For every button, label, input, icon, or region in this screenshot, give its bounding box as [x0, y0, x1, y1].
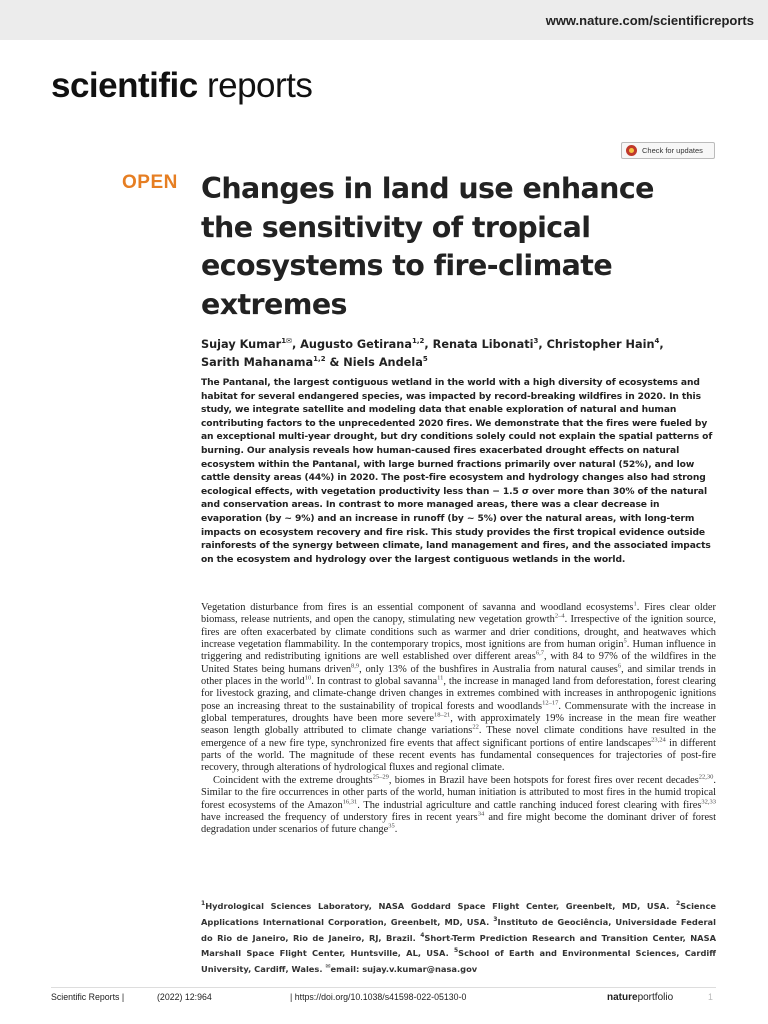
- body-citation[interactable]: 6,7: [535, 649, 544, 657]
- author-affiliation-mark: 4: [654, 337, 660, 345]
- body-text: . In contrast to global savanna: [311, 676, 438, 688]
- body-text: . Irrespective of the ignition source, fires are often exacerbated by climate conditions such as warmer and drier conditions, drought, and heatwaves which increase vegetation flammability. In the contemporary tropics, most ignitions are from human origin: [201, 614, 716, 651]
- check-for-updates-button[interactable]: [621, 142, 715, 159]
- author-affiliation-mark: 1✉: [281, 337, 292, 345]
- body-text: Coincident with the extreme droughts: [213, 774, 373, 786]
- affiliation-citation[interactable]: 1: [201, 900, 206, 907]
- affiliations: [201, 897, 716, 976]
- body-text: , only 13% of the bushfires in Australia from natural causes: [359, 663, 618, 675]
- body-citation[interactable]: 10: [304, 674, 312, 682]
- author-name[interactable]: Renata Libonati: [432, 337, 534, 351]
- body-text: . Similar to the fire occurrences in other parts of the world, human initiation is attributed to most fires in the humid tropical forest ecosystems of the Amazon: [201, 774, 716, 811]
- article-body: [201, 602, 716, 837]
- body-text: have increased the frequency of understory fires in recent years: [201, 811, 478, 823]
- affiliation-citation[interactable]: ✉: [325, 963, 331, 971]
- author-list: Sujay Kumar$^{1✉}$, Augusto Getirana$^{1,2}$, Renata Libonati$^3$, Christopher Hain$^4$, Sarith Mahanama$^{1,2}$ & Niels Andela$^5$: [201, 337, 664, 369]
- portfolio-light: portfolio: [637, 992, 674, 1003]
- affiliation-citation[interactable]: 3: [493, 915, 498, 923]
- check-updates-label: Check for updates: [642, 146, 703, 155]
- body-text: Vegetation disturbance from fires is an essential component of savanna and woodland ecosystems: [201, 602, 634, 613]
- author-name[interactable]: Augusto Getirana: [300, 337, 412, 351]
- affiliation-citation[interactable]: 5: [453, 947, 459, 955]
- body-text: , with 84 to 97% of the wildfires in the United States being humans driven: [201, 651, 716, 675]
- body-citation[interactable]: 34: [477, 810, 485, 818]
- body-citation[interactable]: 12–17: [542, 699, 559, 707]
- body-text: in different parts of the world. The magnitude of these recent events has fundamental consequences for trajectories of post-fire recovery, through alterations of hydrological fluxes and regional climate.: [201, 737, 717, 774]
- brand-light: reports: [197, 66, 313, 105]
- body-citation[interactable]: 32,33: [701, 798, 716, 806]
- crossmark-icon: [626, 145, 637, 156]
- affiliation-citation[interactable]: 4: [420, 931, 425, 939]
- author-affiliation-mark: 5: [422, 354, 428, 363]
- body-citation[interactable]: 35: [388, 822, 395, 830]
- footer-doi-link[interactable]: | https://doi.org/10.1038/s41598-022-05130-0: [290, 992, 467, 1002]
- body-text: . Fires clear older biomass, release nutrients, and open the canopy, stimulating new vegetation growth: [201, 602, 716, 626]
- portfolio-bold: nature: [607, 992, 638, 1003]
- body-text: , with approximately 19% increase in the mean fire weather season length globally attributed to climate change variations: [201, 713, 717, 737]
- affiliation-text: School of Earth and Environmental Sciences, Cardiff University, Cardiff, Wales.: [201, 948, 716, 974]
- affiliation-text: email: sujay.v.kumar@nasa.gov: [330, 963, 478, 974]
- body-citation[interactable]: 5: [623, 637, 627, 645]
- footer-divider: [51, 987, 716, 988]
- body-text: . Commensurate with the increase in global temperatures, droughts have been more severe: [201, 700, 717, 725]
- author-name[interactable]: Sarith Mahanama: [201, 355, 314, 369]
- body-text: . The industrial agriculture and cattle ranching induced forest clearing with fires: [357, 799, 702, 811]
- open-access-label: OPEN: [122, 172, 178, 193]
- body-citation[interactable]: 18–21: [434, 711, 451, 719]
- affiliation-text: Science Applications International Corporation, Greenbelt, MD, USA.: [201, 900, 716, 927]
- affiliation-text: Short-Term Prediction Research and Transition Center, NASA Marshall Space Flight Center, Huntsville, AL, USA.: [201, 932, 716, 959]
- author-affiliation-mark: 1,2: [411, 337, 425, 345]
- author-name[interactable]: Niels Andela: [343, 355, 423, 369]
- journal-brand[interactable]: [51, 66, 312, 106]
- author-affiliation-mark: 1,2: [313, 354, 326, 363]
- affiliation-text: Instituto de Geociência, Universidade Federal do Rio de Janeiro, Rio de Janeiro, RJ, Brazil.: [201, 916, 716, 943]
- body-citation[interactable]: 6: [617, 662, 622, 670]
- body-citation[interactable]: 1: [633, 600, 637, 608]
- body-citation[interactable]: 11: [437, 674, 444, 682]
- body-citation[interactable]: 8,9: [351, 662, 360, 670]
- nature-portfolio-logo: [607, 992, 673, 1003]
- page-number: 1: [708, 992, 713, 1002]
- affiliation-citation[interactable]: 2: [675, 900, 681, 907]
- body-paragraph: [201, 775, 716, 837]
- body-text: , the increase in managed land from deforestation, forest clearing for livestock grazing, and climate-change driven changes in extremes combined with increases in anthropogenic ignitions pose an increasing threat to the sustainability of tropical forests and woodlands: [201, 676, 716, 712]
- body-citation[interactable]: 16,31: [342, 798, 358, 806]
- body-citation[interactable]: 22,30: [698, 773, 714, 781]
- body-paragraph: [201, 602, 716, 775]
- body-text: . Human influence in triggering and redistributing ignitions are well established over different areas: [201, 639, 716, 663]
- body-text: and fire might become the dominant driver of forest degradation under scenarios of future change: [201, 811, 716, 836]
- author-affiliation-mark: 3: [533, 337, 539, 345]
- abstract: The Pantanal, the largest contiguous wetland in the world with a high diversity of ecosystems and habitat for several endangered species, was impacted by record-breaking wildfires in 2020. In this study, we integrate satellite and modeling data that enable exploration of natural and human contributing factors to the unprecedented 2020 fires. We demonstrate that the fires were fueled by an exceptional multi-year drought, but dry conditions solely could not explain the spatial patterns of burning. Our analysis reveals how human-caused fires exacerbated drought effects on natural ecosystem within the Pantanal, with large burned fractions primarily over natural (52%), and low cattle density areas (44%) in 2020. The post-fire ecosystem and hydrology changes also had strong ecological effects, with vegetation productivity less than − 1.5 σ over more than 30% of the natural and conservation areas. In contrast to more managed areas, there was a clear decrease in evaporation (by ~ 9%) and an increase in runoff (by ~ 5%) over the natural areas, with long-term impacts on ecosystem recovery and fire risk. This study provides the first tropical evidence outside rainforests of the synergy between climate, land management and fires, and the associated impacts on the ecosystem and hydrology over the largest contiguous wetlands in the world.: [201, 378, 713, 565]
- body-citation[interactable]: 2–4: [554, 612, 565, 620]
- footer-journal: Scientific Reports |: [51, 992, 125, 1002]
- body-text: . These novel climate conditions have resulted in the emergence of a new fire type, synchronized fire events that affect significant portions of entire landscapes: [201, 725, 716, 749]
- body-citation[interactable]: 22: [472, 723, 479, 731]
- body-citation[interactable]: 25–29: [372, 773, 389, 781]
- article-title: Changes in land use enhance the sensitivity of tropical ecosystems to fire-climate extremes: [201, 172, 654, 321]
- brand-bold: scientific: [51, 66, 198, 105]
- footer-year-volume: (2022) 12:964: [157, 992, 212, 1002]
- body-citation[interactable]: 23,24: [651, 736, 666, 744]
- body-text: .: [394, 824, 398, 836]
- affiliation-text: Hydrological Sciences Laboratory, NASA Goddard Space Flight Center, Greenbelt, MD, USA.: [205, 900, 676, 911]
- body-text: , and similar trends in other places in the world: [201, 663, 716, 688]
- top-bar: [0, 0, 768, 40]
- site-url-link[interactable]: www.nature.com/scientificreports: [545, 13, 754, 28]
- author-name[interactable]: Christopher Hain: [546, 337, 655, 351]
- author-name[interactable]: Sujay Kumar: [201, 337, 282, 351]
- body-text: , biomes in Brazil have been hotspots for forest fires over recent decades: [388, 774, 699, 786]
